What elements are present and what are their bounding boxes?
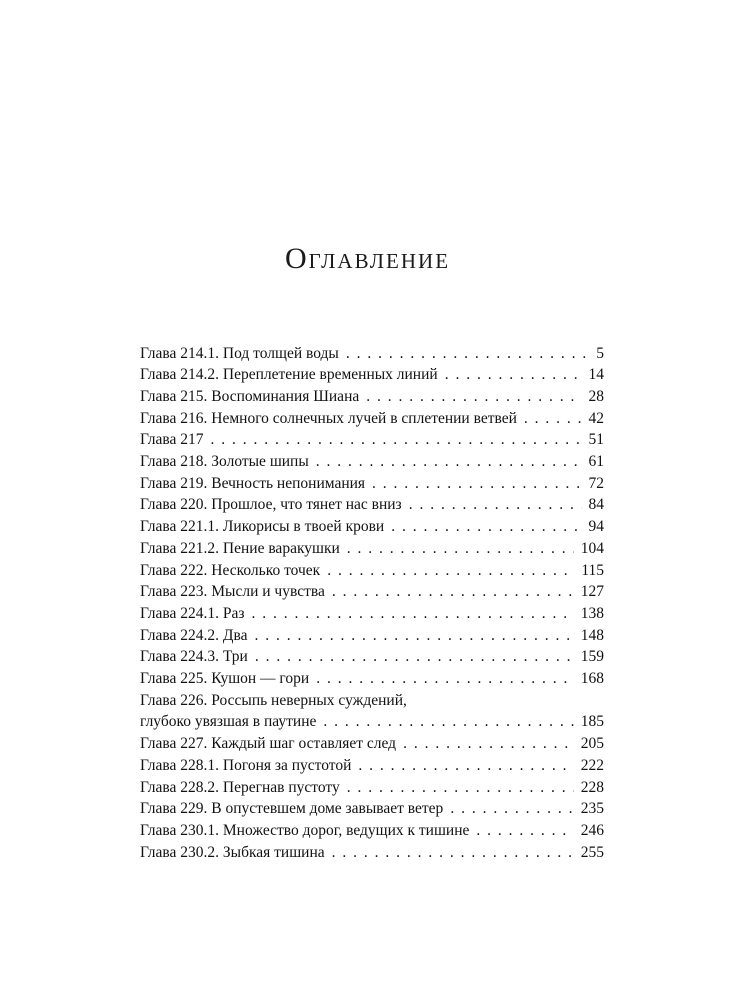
dot-leader (450, 798, 573, 820)
dot-leader (524, 408, 582, 430)
dot-leader (316, 668, 574, 690)
dot-leader (403, 733, 574, 755)
chapter-label: Глава 215. Воспоминания Шиана (140, 387, 360, 405)
page-number: 235 (580, 800, 604, 818)
chapter-label: Глава 214.2. Переплетение временных линий (140, 366, 438, 384)
table-of-contents (140, 343, 604, 864)
chapter-label: Глава 217 (140, 431, 204, 449)
toc-entry (140, 733, 604, 755)
page-number: 14 (588, 366, 604, 384)
chapter-label: Глава 222. Несколько точек (140, 561, 321, 579)
chapter-label: Глава 223. Мысли и чувства (140, 583, 325, 601)
toc-entry (140, 798, 604, 820)
page-number: 168 (580, 670, 604, 688)
dot-leader (372, 473, 581, 495)
page-number: 127 (580, 583, 604, 601)
dot-leader (332, 581, 574, 603)
toc-entry (140, 646, 604, 668)
chapter-label: Глава 225. Кушон — гори (140, 670, 310, 688)
toc-entry (140, 386, 604, 408)
toc-entry (140, 451, 604, 473)
page-number: 72 (588, 474, 604, 492)
dot-leader (327, 560, 574, 582)
dot-leader (323, 711, 573, 733)
chapter-label: Глава 227. Каждый шаг оставляет след (140, 735, 397, 753)
toc-entry (140, 538, 604, 560)
toc-entry (140, 494, 604, 516)
page-number: 51 (588, 431, 604, 449)
toc-entry (140, 820, 604, 842)
chapter-label: Глава 219. Вечность непонимания (140, 474, 366, 492)
chapter-label: Глава 216. Немного солнечных лучей в сплетении ветвей (140, 409, 517, 427)
page-number: 104 (580, 539, 604, 557)
toc-entry (140, 560, 604, 582)
chapter-label: Глава 224.3. Три (140, 648, 248, 666)
toc-entry (140, 625, 604, 647)
dot-leader (409, 494, 582, 516)
page-number: 222 (580, 756, 604, 774)
chapter-label: Глава 224.1. Раз (140, 604, 245, 622)
page-number: 148 (580, 626, 604, 644)
toc-entry (140, 364, 604, 386)
chapter-label: Глава 221.1. Ликорисы в твоей крови (140, 518, 385, 536)
dot-leader (211, 429, 582, 451)
chapter-label: Глава 221.2. Пение варакушки (140, 539, 340, 557)
dot-leader (255, 646, 574, 668)
toc-entry (140, 343, 604, 365)
dot-leader (346, 343, 589, 365)
page-number: 255 (580, 843, 604, 861)
page-number: 5 (596, 344, 604, 362)
page-number: 94 (588, 518, 604, 536)
chapter-label: Глава 230.2. Зыбкая тишина (140, 843, 325, 861)
dot-leader (332, 842, 574, 864)
dot-leader (391, 516, 581, 538)
chapter-label: Глава 228.2. Перегнав пустоту (140, 778, 340, 796)
chapter-label: Глава 230.1. Множество дорог, ведущих к тишине (140, 821, 470, 839)
toc-entry (140, 668, 604, 690)
page-number: 246 (580, 821, 604, 839)
toc-entry (140, 581, 604, 603)
chapter-label: Глава 214.1. Под толщей воды (140, 344, 339, 362)
page-number: 228 (580, 778, 604, 796)
dot-leader (366, 386, 581, 408)
dot-leader (316, 451, 582, 473)
page-number: 185 (580, 713, 604, 731)
dot-leader (347, 538, 574, 560)
toc-entry (140, 603, 604, 625)
page-number: 159 (580, 648, 604, 666)
toc-entry (140, 429, 604, 451)
dot-leader (476, 820, 573, 842)
page-title: Оглавление (284, 242, 451, 275)
page-number: 138 (580, 604, 604, 622)
dot-leader (347, 777, 574, 799)
chapter-label: глубоко увязшая в паутине (140, 713, 317, 731)
toc-entry (140, 473, 604, 495)
chapter-label: Глава 220. Прошлое, что тянет нас вниз (140, 496, 402, 514)
toc-entry (140, 842, 604, 864)
chapter-label: Глава 228.1. Погоня за пустотой (140, 756, 352, 774)
chapter-label: Глава 218. Золотые шипы (140, 453, 309, 471)
dot-leader (358, 755, 573, 777)
page-number: 61 (588, 453, 604, 471)
chapter-label: Глава 224.2. Два (140, 626, 248, 644)
dot-leader (445, 364, 582, 386)
dot-leader (252, 603, 574, 625)
toc-entry-continuation (140, 711, 604, 733)
page-number: 205 (580, 735, 604, 753)
chapter-label: Глава 226. Россыпь неверных суждений, (140, 691, 407, 709)
toc-entry (140, 408, 604, 430)
toc-entry (140, 516, 604, 538)
toc-entry (140, 755, 604, 777)
toc-entry (140, 690, 604, 712)
dot-leader (254, 625, 573, 647)
page-number: 42 (588, 409, 604, 427)
toc-entry (140, 777, 604, 799)
page-number: 84 (588, 496, 604, 514)
page-number: 28 (588, 387, 604, 405)
page-number: 115 (581, 561, 604, 579)
chapter-label: Глава 229. В опустевшем доме завывает ветер (140, 800, 444, 818)
